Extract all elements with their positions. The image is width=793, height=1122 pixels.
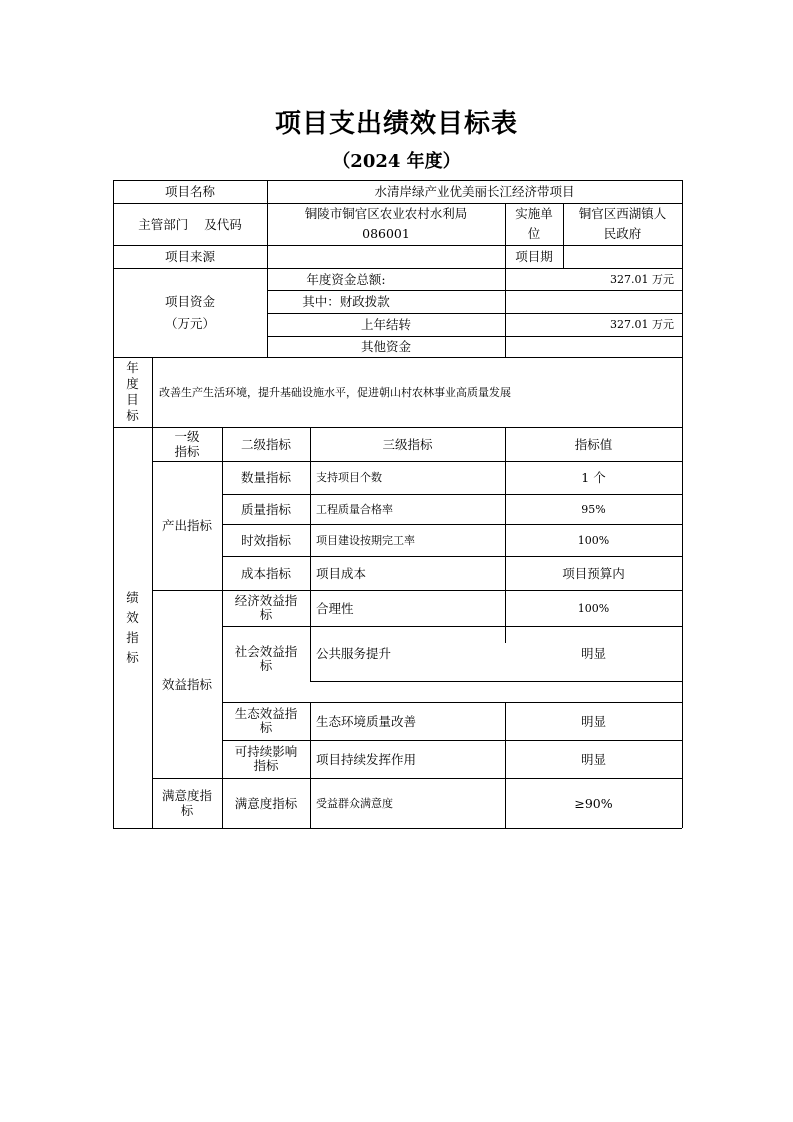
project-funds-label: 项目资金 （万元） (164, 293, 215, 331)
level3-cell: 项目持续发挥作用 (316, 751, 417, 767)
level3-cell: 工程质量合格率 (316, 502, 393, 516)
indicator-value: 100% (577, 533, 610, 547)
level3-cell: 受益群众满意度 (316, 796, 393, 810)
level2-cell: 社会效益指 标 (234, 644, 298, 673)
implementing-unit-value: 铜官区西湖镇人 民政府 (578, 206, 667, 241)
funds-row-label: 上年结转 (360, 317, 411, 332)
project-name-value: 水清岸绿产业优美丽长江经济带项目 (374, 184, 575, 199)
indicator-value: 1 个 (581, 470, 606, 485)
document-title: 项目支出绩效目标表 (274, 109, 518, 139)
level1-benefit: 效益指标 (161, 676, 212, 692)
level3-cell: 支持项目个数 (316, 471, 382, 484)
indicator-value: 100% (577, 601, 610, 615)
project-period-label: 项目期 (515, 249, 553, 264)
level2-cell: 质量指标 (240, 501, 291, 517)
level3-cell: 生态环境质量改善 (316, 713, 417, 729)
level2-cell: 生态效益指 标 (234, 706, 298, 735)
level3-cell: 项目建设按期完工率 (316, 533, 415, 547)
project-period-value (563, 245, 682, 268)
funds-row-value: 327.01 万元 (610, 318, 674, 331)
performance-indicators-label: 绩效指标 (126, 589, 139, 665)
project-source-label: 项目来源 (164, 249, 215, 264)
funds-row-label: 年度资金总额: (306, 271, 386, 287)
indicator-value: 95% (581, 502, 606, 516)
indicator-value: 明显 (580, 751, 606, 767)
department-value: 铜陵市铜官区农业农村水利局 086001 (304, 206, 468, 241)
level2-cell: 时效指标 (240, 532, 291, 548)
header-value: 指标值 (574, 436, 613, 452)
level2-cell: 成本指标 (240, 565, 291, 581)
funds-row-value: 327.01 万元 (610, 272, 674, 286)
funds-row-label: 其他资金 (360, 339, 411, 354)
indicator-value: 明显 (580, 713, 606, 729)
annual-goal-label: 年度目标 (126, 360, 139, 423)
indicator-value: ≥90% (574, 795, 613, 811)
indicator-value: 项目预算内 (562, 565, 625, 581)
annual-goal-text: 改善生产生活环境，提升基础设施水平，促进朝山村农林事业高质量发展 (159, 385, 511, 399)
implementing-unit-label: 实施单 位 (515, 206, 553, 241)
funds-row-label: 其中：财政拨款 (302, 294, 390, 309)
level3-cell: 公共服务提升 (316, 646, 392, 661)
level2-cell: 满意度指标 (234, 795, 298, 811)
level3-cell: 项目成本 (316, 565, 367, 581)
level2-cell: 可持续影响 指标 (234, 744, 298, 773)
level2-cell: 数量指标 (240, 470, 291, 485)
level1-output: 产出指标 (161, 518, 212, 533)
header-level1: 一级 指标 (174, 429, 200, 459)
document-subtitle: （2024 年度） (332, 151, 461, 172)
header-level2: 二级指标 (240, 436, 291, 452)
project-source-value (267, 245, 505, 268)
department-label: 主管部门 及代码 (138, 216, 242, 232)
funds-row-value (505, 336, 682, 357)
header-level3: 三级指标 (382, 436, 433, 452)
funds-row-value (505, 290, 682, 313)
level3-cell: 合理性 (316, 600, 354, 616)
level2-cell: 经济效益指 标 (234, 593, 298, 622)
indicator-value: 明显 (580, 646, 606, 661)
level1-satisfaction: 满意度指 标 (161, 788, 212, 818)
project-name-label: 项目名称 (164, 184, 215, 199)
